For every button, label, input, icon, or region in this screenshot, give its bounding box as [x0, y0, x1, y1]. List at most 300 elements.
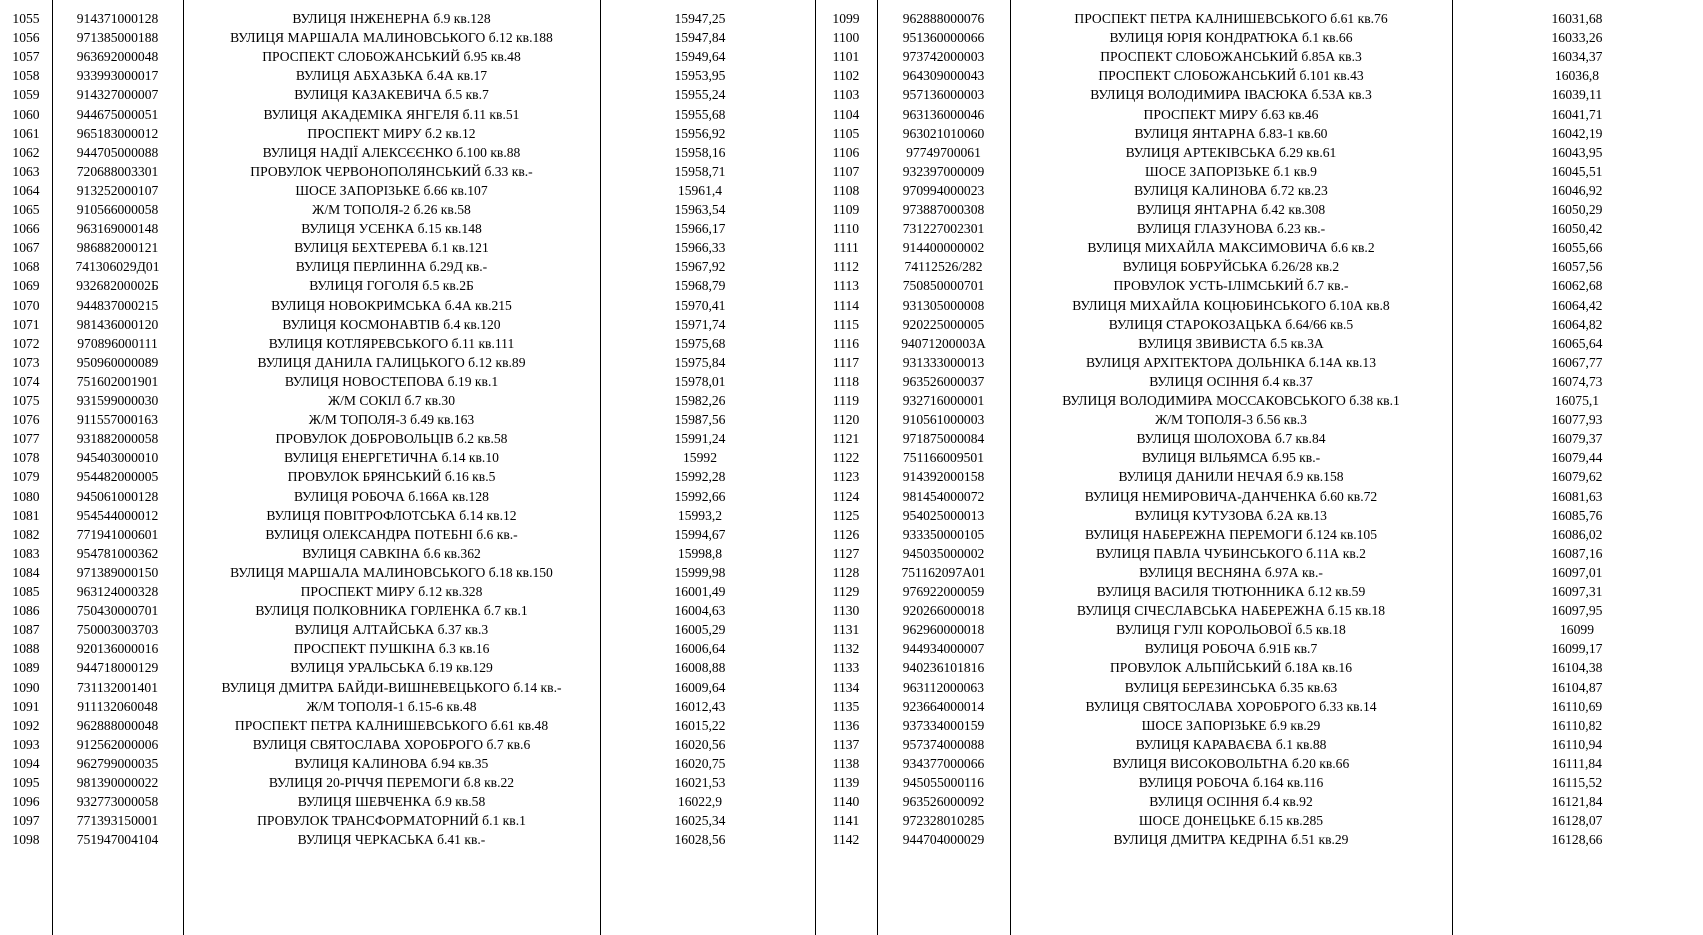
- account-number: 954482000005: [76, 469, 159, 485]
- table-row: [0, 716, 800, 736]
- amount: 15992: [683, 450, 717, 466]
- row-number: 1120: [832, 412, 860, 428]
- account-number: 945035000002: [902, 545, 985, 561]
- address: ВУЛИЦЯ МИХАЙЛА КОЦЮБИНСЬКОГО б.10А кв.8: [1072, 297, 1390, 313]
- account-number: 963124000328: [76, 584, 159, 599]
- row-number: 1102: [832, 68, 860, 84]
- account-number: 97749700061: [906, 144, 981, 160]
- table-row: [815, 811, 1703, 831]
- amount: 15998,8: [677, 545, 723, 561]
- row-number: 1063: [12, 163, 40, 179]
- row-number: 1093: [12, 736, 40, 752]
- amount: 16020,56: [674, 736, 726, 752]
- address: ПРОСПЕКТ ПЕТРА КАЛНИШЕВСЬКОГО б.61 кв.48: [234, 717, 549, 733]
- amount: 15956,92: [674, 125, 726, 141]
- address: ВУЛИЦЯ АКАДЕМІКА ЯНГЕЛЯ б.11 кв.51: [263, 106, 520, 122]
- amount: 15955,68: [674, 106, 726, 122]
- row-number: 1106: [832, 144, 860, 160]
- table-row: [0, 105, 800, 125]
- row-number: 1109: [832, 202, 860, 217]
- table-row: [0, 429, 800, 449]
- amount: 16110,69: [1551, 698, 1603, 714]
- table-row: [815, 601, 1703, 621]
- table-row: [0, 28, 800, 48]
- table-row: [0, 735, 800, 755]
- amount: 16057,56: [1551, 259, 1603, 275]
- row-number: 1091: [12, 698, 40, 714]
- row-number: 1138: [832, 755, 860, 771]
- table-row: [0, 200, 800, 220]
- amount: 16033,26: [1551, 30, 1603, 46]
- table-row: [815, 315, 1703, 335]
- amount: 16099: [1560, 622, 1594, 638]
- amount: 16099,17: [1551, 641, 1603, 657]
- account-number: 911557000163: [76, 412, 159, 428]
- row-number: 1090: [12, 679, 40, 695]
- table-row: [815, 487, 1703, 507]
- account-number: 934377000066: [902, 755, 985, 771]
- address: ПРОВУЛОК ДОБРОВОЛЬЦІВ б.2 кв.58: [275, 431, 508, 447]
- row-number: 1058: [12, 68, 40, 84]
- address: ПРОВУЛОК АЛЬПІЙСЬКИЙ б.18А кв.16: [1109, 660, 1353, 676]
- account-number: 933993000017: [76, 68, 159, 84]
- row-number: 1092: [12, 717, 40, 733]
- account-number: 731132001401: [76, 679, 159, 695]
- account-number: 963136000046: [902, 106, 985, 122]
- table-row: [0, 257, 800, 277]
- row-number: 1129: [832, 584, 860, 599]
- address: ВУЛИЦЯ ЗВИВИСТА б.5 кв.3А: [1138, 335, 1324, 351]
- row-number: 1105: [832, 125, 860, 141]
- account-number: 913252000107: [76, 182, 159, 198]
- row-number: 1077: [12, 431, 40, 447]
- address: ВУЛИЦЯ ШЕВЧЕНКА б.9 кв.58: [297, 794, 486, 810]
- table-row: [815, 276, 1703, 296]
- row-number: 1101: [832, 49, 860, 65]
- account-number: 945061000128: [76, 488, 159, 504]
- row-number: 1078: [12, 450, 40, 466]
- row-number: 1062: [12, 144, 40, 160]
- account-number: 933350000105: [902, 526, 985, 542]
- account-number: 944705000088: [76, 144, 159, 160]
- address: ВУЛИЦЯ ЮРІЯ КОНДРАТЮКА б.1 кв.66: [1109, 30, 1353, 46]
- account-number: 944934000007: [902, 641, 985, 657]
- table-row: [0, 658, 800, 678]
- address: ПРОСПЕКТ СЛОБОЖАНСЬКИЙ б.85А кв.3: [1100, 49, 1362, 65]
- table-row: [815, 334, 1703, 354]
- address: ВУЛИЦЯ РОБОЧА б.91Б кв.7: [1144, 641, 1318, 657]
- amount: 15994,67: [674, 526, 726, 542]
- amount: 16050,42: [1551, 221, 1603, 237]
- address: ВУЛИЦЯ ОСІННЯ б.4 кв.92: [1149, 794, 1313, 810]
- address: ШОСЕ ДОНЕЦЬКЕ б.15 кв.285: [1138, 813, 1324, 829]
- amount: 16111,84: [1552, 755, 1602, 771]
- address: ВУЛИЦЯ БЕХТЕРЕВА б.1 кв.121: [294, 240, 489, 256]
- amount: 16041,71: [1551, 106, 1603, 122]
- address: ВУЛИЦЯ НАБЕРЕЖНА ПЕРЕМОГИ б.124 кв.105: [1084, 526, 1378, 542]
- amount: 16034,37: [1551, 49, 1603, 65]
- address: ВУЛИЦЯ ІНЖЕНЕРНА б.9 кв.128: [292, 11, 491, 26]
- row-number: 1079: [12, 469, 40, 485]
- amount: 16028,56: [674, 832, 726, 848]
- address: ВУЛИЦЯ СВЯТОСЛАВА ХОРОБРОГО б.7 кв.6: [252, 736, 531, 752]
- amount: 16128,07: [1551, 813, 1603, 829]
- row-number: 1110: [832, 221, 860, 237]
- account-number: 932716000001: [902, 393, 985, 408]
- table-row: [815, 620, 1703, 640]
- account-number: 914371000128: [76, 11, 159, 26]
- amount: 16081,63: [1551, 488, 1603, 504]
- amount: 15958,16: [674, 144, 726, 160]
- row-number: 1099: [832, 11, 860, 26]
- address: ВУЛИЦЯ ДАНИЛИ НЕЧАЯ б.9 кв.158: [1118, 469, 1344, 485]
- address: ВУЛИЦЯ УСЕНКА б.15 кв.148: [301, 221, 482, 237]
- table-row: [0, 467, 800, 487]
- table-row: [0, 124, 800, 144]
- row-number: 1134: [832, 679, 860, 695]
- account-number: 963526000092: [902, 794, 985, 810]
- table-row: [0, 830, 800, 850]
- address: ВУЛИЦЯ КОСМОНАВТІВ б.4 кв.120: [282, 316, 501, 332]
- table-row: [815, 735, 1703, 755]
- amount: 16039,11: [1551, 87, 1603, 103]
- row-number: 1060: [12, 106, 40, 122]
- address: ВУЛИЦЯ ВИСОКОВОЛЬТНА б.20 кв.66: [1112, 755, 1350, 771]
- row-number: 1123: [832, 469, 860, 485]
- amount: 16074,73: [1551, 373, 1603, 389]
- table-row: [0, 353, 800, 373]
- table-row: [815, 200, 1703, 220]
- address: ПРОВУЛОК УСТЬ-ІЛІМСЬКИЙ б.7 кв.-: [1113, 278, 1349, 294]
- table-row: [815, 506, 1703, 526]
- address: ВУЛИЦЯ НОВОКРИМСЬКА б.4А кв.215: [271, 297, 512, 313]
- row-number: 1081: [12, 507, 40, 523]
- account-number: 750850000701: [902, 278, 985, 294]
- address: ВУЛИЦЯ ГОГОЛЯ б.5 кв.2Б: [309, 278, 474, 294]
- amount: 15991,24: [674, 431, 726, 447]
- row-number: 1107: [832, 163, 860, 179]
- table-row: [0, 582, 800, 602]
- address: ВУЛИЦЯ ЯНТАРНА б.42 кв.308: [1136, 202, 1326, 217]
- row-number: 1140: [832, 794, 860, 810]
- amount: 16077,93: [1551, 412, 1603, 428]
- amount: 16110,94: [1551, 736, 1603, 752]
- row-number: 1121: [832, 431, 860, 447]
- table-row: [0, 773, 800, 793]
- account-number: 981436000120: [76, 316, 159, 332]
- table-row: [815, 296, 1703, 316]
- address: ШОСЕ ЗАПОРІЗЬКЕ б.66 кв.107: [295, 182, 488, 198]
- row-number: 1056: [12, 30, 40, 46]
- account-number: 731227002301: [902, 221, 985, 237]
- address: ВУЛИЦЯ ВІЛЬЯМСА б.95 кв.-: [1141, 450, 1321, 466]
- row-number: 1111: [833, 240, 859, 256]
- amount: 16097,31: [1551, 584, 1603, 599]
- account-number: 965183000012: [76, 125, 159, 141]
- address: ВУЛИЦЯ ЧЕРКАСЬКА б.41 кв.-: [297, 832, 486, 848]
- address: ПРОСПЕКТ МИРУ б.2 кв.12: [307, 125, 476, 141]
- amount: 15967,92: [674, 259, 726, 275]
- amount: 16079,62: [1551, 469, 1603, 485]
- amount: 15971,74: [674, 316, 726, 332]
- row-number: 1085: [12, 584, 40, 599]
- row-number: 1089: [12, 660, 40, 676]
- account-number: 931305000008: [902, 297, 985, 313]
- account-number: 751166009501: [902, 450, 985, 466]
- address: ВУЛИЦЯ МИХАЙЛА МАКСИМОВИЧА б.6 кв.2: [1087, 240, 1375, 256]
- table-row: [0, 85, 800, 105]
- account-number: 931599000030: [76, 393, 159, 408]
- table-row: [0, 525, 800, 545]
- address: ВУЛИЦЯ СІЧЕСЛАВСЬКА НАБЕРЕЖНА б.15 кв.18: [1076, 603, 1386, 619]
- amount: 15970,41: [674, 297, 726, 313]
- right-table: [815, 0, 1703, 935]
- table-row: [0, 162, 800, 182]
- account-number: 957136000003: [902, 87, 985, 103]
- table-row: [0, 47, 800, 67]
- amount: 15966,17: [674, 221, 726, 237]
- account-number: 944837000215: [76, 297, 159, 313]
- table-row: [815, 162, 1703, 182]
- table-row: [0, 697, 800, 717]
- account-number: 751947004104: [76, 832, 159, 848]
- table-row: [0, 143, 800, 163]
- row-number: 1127: [832, 545, 860, 561]
- account-number: 945055000116: [902, 775, 985, 790]
- account-number: 932397000009: [902, 163, 985, 179]
- address: ПРОСПЕКТ СЛОБОЖАНСЬКИЙ б.101 кв.43: [1098, 68, 1364, 84]
- amount: 16079,44: [1551, 450, 1603, 466]
- row-number: 1066: [12, 221, 40, 237]
- amount: 16097,01: [1551, 564, 1603, 580]
- table-row: [815, 124, 1703, 144]
- row-number: 1082: [12, 526, 40, 542]
- address: ВУЛИЦЯ БЕРЕЗИНСЬКА б.35 кв.63: [1124, 679, 1338, 695]
- amount: 16121,84: [1551, 794, 1603, 810]
- row-number: 1118: [832, 373, 860, 389]
- amount: 16064,82: [1551, 316, 1603, 332]
- row-number: 1065: [12, 202, 40, 217]
- row-number: 1116: [832, 335, 860, 351]
- address: ВУЛИЦЯ КАЛИНОВА б.72 кв.23: [1134, 182, 1328, 198]
- address: Ж/М ТОПОЛЯ-2 б.26 кв.58: [312, 202, 471, 217]
- table-row: [0, 372, 800, 392]
- row-number: 1061: [12, 125, 40, 141]
- row-number: 1142: [832, 832, 860, 848]
- amount: 16020,75: [674, 755, 726, 771]
- table-row: [0, 448, 800, 468]
- amount: 16009,64: [674, 679, 726, 695]
- account-number: 771941000601: [76, 526, 159, 542]
- table-row: [815, 105, 1703, 125]
- account-number: 741306029Д01: [75, 259, 160, 275]
- left-table: [0, 0, 800, 935]
- amount: 16015,22: [674, 717, 726, 733]
- address: ВУЛИЦЯ ГУЛІ КОРОЛЬОВОЇ б.5 кв.18: [1116, 622, 1346, 638]
- account-number: 93268200002Б: [76, 278, 159, 294]
- address: ВУЛИЦЯ РОБОЧА б.164 кв.116: [1138, 775, 1324, 790]
- amount: 16075,1: [1554, 393, 1600, 408]
- table-row: [0, 276, 800, 296]
- account-number: 920136000016: [76, 641, 159, 657]
- account-number: 964309000043: [902, 68, 985, 84]
- address: ВУЛИЦЯ ПЕРЛИННА б.29Д кв.-: [295, 259, 488, 275]
- account-number: 945403000010: [76, 450, 159, 466]
- account-number: 950960000089: [76, 354, 159, 370]
- address: ВУЛИЦЯ АЛТАЙСЬКА б.37 кв.3: [294, 622, 489, 638]
- table-row: [0, 754, 800, 774]
- table-row: [815, 28, 1703, 48]
- table-row: [0, 219, 800, 239]
- row-number: 1130: [832, 603, 860, 619]
- account-number: 94071200003А: [901, 335, 986, 351]
- row-number: 1069: [12, 278, 40, 294]
- account-number: 751162097А01: [901, 564, 986, 580]
- account-number: 973742000003: [902, 49, 985, 65]
- table-row: [0, 410, 800, 430]
- table-row: [815, 697, 1703, 717]
- address: Ж/М СОКІЛ б.7 кв.30: [327, 393, 456, 408]
- amount: 15987,56: [674, 412, 726, 428]
- account-number: 963169000148: [76, 221, 159, 237]
- amount: 16046,92: [1551, 182, 1603, 198]
- row-number: 1098: [12, 832, 40, 848]
- address: ВУЛИЦЯ ЯНТАРНА б.83-1 кв.60: [1134, 125, 1328, 141]
- account-number: 951360000066: [902, 30, 985, 46]
- account-number: 910566000058: [76, 202, 159, 217]
- address: ВУЛИЦЯ ПОЛКОВНИКА ГОРЛЕНКА б.7 кв.1: [255, 603, 528, 619]
- address: ВУЛИЦЯ ОСІННЯ б.4 кв.37: [1149, 373, 1313, 389]
- row-number: 1125: [832, 507, 860, 523]
- amount: 15999,98: [674, 564, 726, 580]
- row-number: 1067: [12, 240, 40, 256]
- row-number: 1055: [12, 11, 40, 26]
- amount: 16104,87: [1551, 679, 1603, 695]
- row-number: 1083: [12, 545, 40, 561]
- account-number: 750430000701: [76, 603, 159, 619]
- row-number: 1080: [12, 488, 40, 504]
- address: ВУЛИЦЯ БОБРУЙСЬКА б.26/28 кв.2: [1122, 259, 1340, 275]
- table-row: [0, 563, 800, 583]
- account-number: 970994000023: [902, 182, 985, 198]
- address: ВУЛИЦЯ ВОЛОДИМИРА ІВАСЮКА б.53А кв.3: [1090, 87, 1372, 103]
- amount: 16110,82: [1551, 717, 1603, 733]
- row-number: 1113: [832, 278, 860, 294]
- table-row: [815, 773, 1703, 793]
- amount: 16036,8: [1554, 68, 1600, 84]
- amount: 16022,9: [677, 794, 723, 810]
- table-row: [815, 410, 1703, 430]
- row-number: 1104: [832, 106, 860, 122]
- amount: 15949,64: [674, 49, 726, 65]
- table-row: [815, 85, 1703, 105]
- account-number: 931882000058: [76, 431, 159, 447]
- address: ПРОСПЕКТ СЛОБОЖАНСЬКИЙ б.95 кв.48: [262, 49, 521, 65]
- amount: 16045,51: [1551, 163, 1603, 179]
- row-number: 1132: [832, 641, 860, 657]
- amount: 15975,84: [674, 354, 726, 370]
- amount: 16087,16: [1551, 545, 1603, 561]
- amount: 16067,77: [1551, 354, 1603, 370]
- account-number: 720688003301: [76, 163, 159, 179]
- table-row: [815, 544, 1703, 564]
- account-number: 920266000018: [902, 603, 985, 619]
- row-number: 1064: [12, 182, 40, 198]
- amount: 16031,68: [1551, 11, 1603, 26]
- table-row: [0, 391, 800, 411]
- amount: 16004,63: [674, 603, 726, 619]
- account-number: 914392000158: [902, 469, 985, 485]
- row-number: 1117: [832, 354, 860, 370]
- amount: 16005,29: [674, 622, 726, 638]
- table-row: [815, 429, 1703, 449]
- address: ПРОСПЕКТ ПУШКІНА б.3 кв.16: [293, 641, 490, 657]
- row-number: 1137: [832, 736, 860, 752]
- amount: 15992,28: [674, 469, 726, 485]
- account-number: 914400000002: [902, 240, 985, 256]
- table-row: [815, 391, 1703, 411]
- address: ПРОСПЕКТ МИРУ б.63 кв.46: [1143, 106, 1319, 122]
- amount: 16128,66: [1551, 832, 1603, 848]
- account-number: 932773000058: [76, 794, 159, 810]
- amount: 16079,37: [1551, 431, 1603, 447]
- account-number: 771393150001: [76, 813, 159, 829]
- account-number: 954781000362: [76, 545, 159, 561]
- address: ВУЛИЦЯ КАРАВАЄВА б.1 кв.88: [1135, 736, 1327, 752]
- address: ВУЛИЦЯ МАРШАЛА МАЛИНОВСЬКОГО б.18 кв.150: [230, 564, 553, 580]
- address: Ж/М ТОПОЛЯ-1 б.15-6 кв.48: [306, 698, 477, 714]
- table-row: [815, 467, 1703, 487]
- address: Ж/М ТОПОЛЯ-3 б.56 кв.3: [1155, 412, 1307, 428]
- table-row: [815, 716, 1703, 736]
- table-row: [815, 754, 1703, 774]
- account-number: 914327000007: [76, 87, 159, 103]
- row-number: 1068: [12, 259, 40, 275]
- address: ВУЛИЦЯ АРХІТЕКТОРА ДОЛЬНІКА б.14А кв.13: [1086, 354, 1376, 370]
- account-number: 957374000088: [902, 736, 985, 752]
- address: ВУЛИЦЯ САВКІНА б.6 кв.362: [302, 545, 481, 561]
- row-number: 1084: [12, 564, 40, 580]
- amount: 16021,53: [674, 775, 726, 790]
- row-number: 1088: [12, 641, 40, 657]
- amount: 16001,49: [674, 584, 726, 599]
- table-row: [815, 678, 1703, 698]
- table-row: [0, 315, 800, 335]
- amount: 15963,54: [674, 202, 726, 217]
- row-number: 1059: [12, 87, 40, 103]
- row-number: 1103: [832, 87, 860, 103]
- row-number: 1131: [832, 622, 860, 638]
- table-row: [815, 9, 1703, 29]
- address: ВУЛИЦЯ ДМИТРА КЕДРІНА б.51 кв.29: [1113, 832, 1349, 848]
- row-number: 1071: [12, 316, 40, 332]
- address: ВУЛИЦЯ КУТУЗОВА б.2А кв.13: [1135, 507, 1327, 523]
- address: ВУЛИЦЯ 20-РІЧЧЯ ПЕРЕМОГИ б.8 кв.22: [268, 775, 515, 790]
- account-number: 923664000014: [902, 698, 985, 714]
- row-number: 1112: [832, 259, 860, 275]
- amount: 15961,4: [677, 182, 723, 198]
- address: ВУЛИЦЯ КОТЛЯРЕВСЬКОГО б.11 кв.111: [268, 335, 515, 351]
- address: ВУЛИЦЯ АБХАЗЬКА б.4А кв.17: [295, 68, 488, 84]
- row-number: 1139: [832, 775, 860, 790]
- address: Ж/М ТОПОЛЯ-3 б.49 кв.163: [308, 412, 475, 428]
- amount: 15968,79: [674, 278, 726, 294]
- row-number: 1095: [12, 775, 40, 790]
- row-number: 1087: [12, 622, 40, 638]
- table-row: [815, 639, 1703, 659]
- amount: 15947,25: [674, 11, 726, 26]
- amount: 16042,19: [1551, 125, 1603, 141]
